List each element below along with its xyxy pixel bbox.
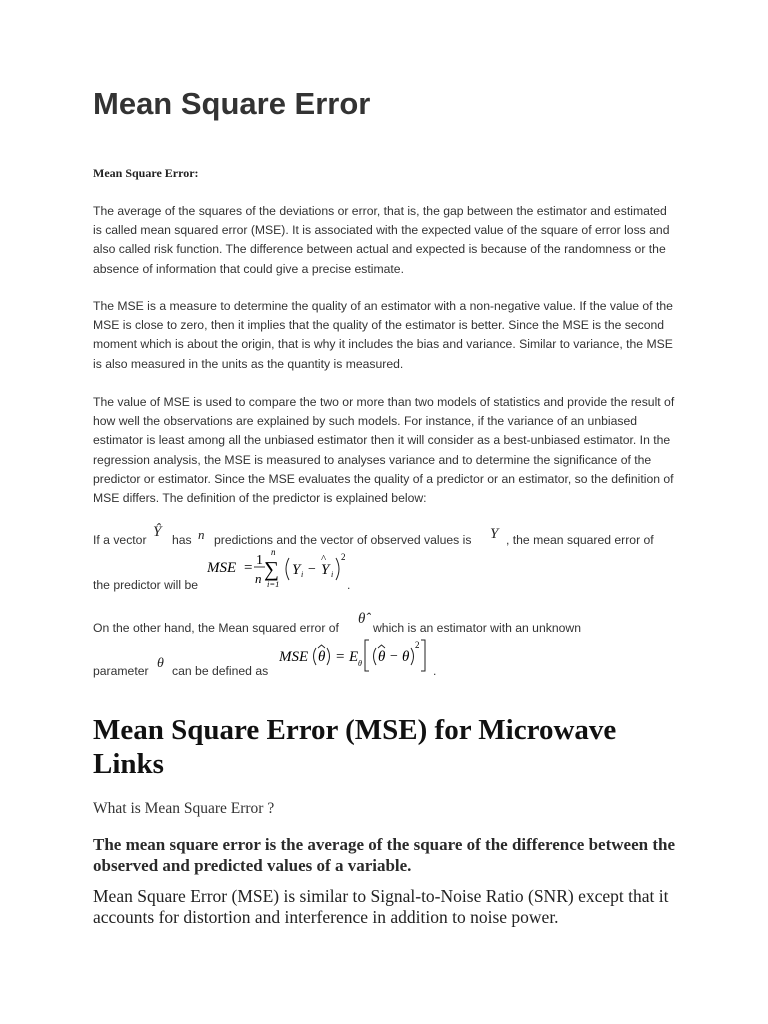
- formula2-mse: MSE: [279, 649, 309, 665]
- formula-hat: ^: [321, 553, 327, 565]
- parameter-text-1: parameter: [93, 664, 149, 678]
- formula2-minus: −: [390, 649, 398, 664]
- formula-subscript-i: i: [301, 570, 304, 579]
- formula2-theta-hat: θ: [318, 649, 326, 665]
- section-heading: Mean Square Error (MSE) for Microwave Links: [93, 714, 617, 780]
- formula2-theta: θ: [402, 649, 410, 665]
- formula-equals: =: [244, 560, 253, 576]
- formula2-inner-left-paren: [374, 648, 377, 665]
- paragraph-comparison: The value of MSE is used to compare the two or more than two models of statistics and provide the result of how well the observations are explained by such models. For instance, if the variance of an unbiased estimator is least among all the unbiased estimator then it will consider as a best-unbiased estimator. In the regression analysis, the MSE is measured to analyses variance and to determine the significance of the predictor or estimator. Since the MSE evaluates the quality of a predictor or an estimator, so the definition of MSE differs. The definition of the predictor is explained below:: [93, 395, 675, 506]
- formula-y-i: Y: [292, 562, 301, 578]
- formula-numerator: 1: [256, 553, 263, 568]
- vector-text-3: predictions and the vector of observed values is: [214, 533, 472, 547]
- right-paren: [336, 558, 339, 580]
- formula-subscript-i-2: i: [331, 570, 334, 579]
- other-hand-text-2: which is an estimator with an unknown: [373, 621, 581, 635]
- formula2-expectation: E: [349, 649, 359, 665]
- formula2-subscript: θ: [358, 659, 362, 668]
- vector-text-2: has: [172, 533, 192, 547]
- formula-denominator: n: [255, 571, 262, 586]
- theta-symbol: θ: [157, 656, 164, 671]
- n-symbol: n: [198, 527, 205, 542]
- formula-minus: −: [308, 562, 316, 577]
- formula2-right-paren: [327, 648, 330, 665]
- formula2-inner-theta-hat: θ: [378, 649, 386, 665]
- y-symbol: Y: [490, 526, 499, 542]
- y-hat-symbol: Ŷ: [153, 524, 162, 540]
- predictor-period: .: [347, 578, 351, 592]
- formula2-left-paren: [314, 648, 317, 665]
- left-paren: [286, 558, 289, 580]
- theta-hat-symbol: θ̂: [358, 611, 366, 627]
- predictor-line: the predictor will be: [93, 578, 198, 592]
- vector-line: [93, 533, 147, 547]
- vector-text-4: , the mean squared error of: [506, 533, 654, 547]
- formula2-equals: =: [336, 649, 345, 665]
- other-hand-text-1: On the other hand, the Mean squared error of: [93, 621, 339, 635]
- formula2-hat-mark: [318, 645, 325, 648]
- sum-lower-limit: i=1: [267, 579, 280, 589]
- formula2-inner-hat-mark: [378, 645, 385, 648]
- paragraph-quality: The MSE is a measure to determine the quality of an estimator with a non-negative value. If the value of the MSE is close to zero, then it implies that the quality of the estimator is better. Since the MSE is the second moment which is about the origin, that is why it includes the bias and variance. Similar to variance, the MSE is also measured in the units as the quantity is measured.: [93, 299, 673, 371]
- mse-formula: [207, 545, 347, 591]
- paragraph-definition: The average of the squares of the deviations or error, that is, the gap between the estimator and estimated is called mean squared error (MSE). It is associated with the expected value of the square of error loss and also called risk function. The difference between actual and expected is because of the randomness or the absence of information that could give a precise estimate.: [93, 204, 670, 276]
- vector-text-1: If a vector: [93, 533, 147, 547]
- formula2-right-bracket: [421, 640, 425, 671]
- formula2-left-bracket: [365, 640, 369, 671]
- snr-paragraph: Mean Square Error (MSE) is similar to Signal-to-Noise Ratio (SNR) except that it accounts for distortion and interference in addition to noise power.: [93, 886, 669, 927]
- subheading: Mean Square Error:: [93, 166, 199, 180]
- mse-theta-formula: [279, 636, 439, 678]
- question-line: What is Mean Square Error ?: [93, 800, 275, 817]
- parameter-period: .: [433, 664, 437, 678]
- parameter-text-2: can be defined as: [172, 664, 269, 678]
- definition-paragraph: The mean square error is the average of the square of the difference between the observed and predicted values of a variable.: [93, 835, 675, 875]
- formula2-inner-right-paren: [411, 648, 414, 665]
- page-title: Mean Square Error: [93, 86, 371, 121]
- sigma-symbol: ∑: [264, 557, 279, 581]
- formula-square: 2: [341, 552, 346, 562]
- formula-mse-lhs: MSE: [207, 560, 237, 576]
- sum-upper-limit: n: [271, 547, 276, 557]
- formula-y-hat-i: Y: [321, 562, 330, 578]
- formula2-square: 2: [415, 640, 420, 650]
